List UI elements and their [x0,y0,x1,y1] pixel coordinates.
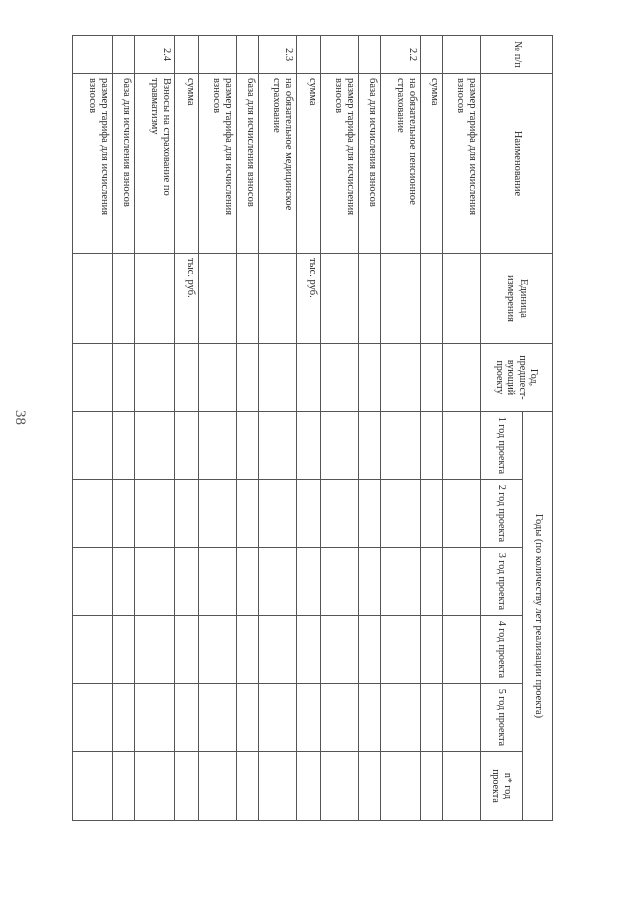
row-num [443,36,481,74]
row-unit [321,254,359,344]
empty-cell [297,684,321,752]
empty-cell [321,616,359,684]
row-name: размер тарифа для исчисления взносов [199,74,237,254]
row-num: 2.4 [135,36,175,74]
empty-cell [381,480,421,548]
row-unit [237,254,259,344]
empty-cell [135,480,175,548]
empty-cell [321,684,359,752]
row-num [321,36,359,74]
empty-cell [259,752,297,821]
header-year-1: 1 год проекта [481,412,523,480]
empty-cell [359,616,381,684]
empty-cell [421,412,443,480]
empty-cell [421,344,443,412]
empty-cell [421,752,443,821]
empty-cell [113,616,135,684]
empty-cell [135,684,175,752]
empty-cell [259,684,297,752]
row-num [199,36,237,74]
empty-cell [237,548,259,616]
empty-cell [381,412,421,480]
row-unit [113,254,135,344]
table-row [237,36,259,821]
empty-cell [175,412,199,480]
table-row [421,36,443,821]
header-name: Наименование [481,74,553,254]
table-row [199,36,237,821]
row-unit [443,254,481,344]
header-years-group: Годы (по количеству лет реализации проекта) [523,412,553,821]
empty-cell [421,548,443,616]
row-num [73,36,113,74]
row-unit [359,254,381,344]
empty-cell [381,684,421,752]
empty-cell [135,616,175,684]
header-year-2: 2 год проекта [481,480,523,548]
table-row [259,36,297,821]
row-num: 2.2 [381,36,421,74]
empty-cell [73,412,113,480]
row-name: база для исчисления взносов [113,74,135,254]
row-name: на обязательное медицинское страхование [259,74,297,254]
empty-cell [443,344,481,412]
row-num [297,36,321,74]
row-num [359,36,381,74]
page-number: 38 [12,410,28,425]
empty-cell [297,616,321,684]
empty-cell [113,412,135,480]
empty-cell [321,480,359,548]
empty-cell [259,548,297,616]
row-unit [421,254,443,344]
empty-cell [259,480,297,548]
empty-cell [237,752,259,821]
empty-cell [199,616,237,684]
row-unit [199,254,237,344]
header-unit: Единица измерения [481,254,553,344]
empty-cell [237,412,259,480]
empty-cell [321,752,359,821]
table-row [113,36,135,821]
empty-cell [297,344,321,412]
table-row [359,36,381,821]
empty-cell [199,480,237,548]
header-num: № п/п [481,36,553,74]
table-row [321,36,359,821]
table-row [73,36,113,821]
empty-cell [359,480,381,548]
empty-cell [359,752,381,821]
header-prev-year: Год, предшест-вующий проекту [481,344,553,412]
empty-cell [381,752,421,821]
table-row [297,36,321,821]
row-num [175,36,199,74]
row-name: сумма [175,74,199,254]
empty-cell [73,480,113,548]
row-unit [259,254,297,344]
empty-cell [113,684,135,752]
empty-cell [175,344,199,412]
empty-cell [113,480,135,548]
empty-cell [381,548,421,616]
row-unit [135,254,175,344]
empty-cell [297,480,321,548]
header-year-4: 4 год проекта [481,616,523,684]
row-name: размер тарифа для исчисления взносов [443,74,481,254]
empty-cell [237,344,259,412]
empty-cell [73,548,113,616]
row-name: база для исчисления взносов [237,74,259,254]
empty-cell [73,616,113,684]
empty-cell [113,752,135,821]
empty-cell [135,412,175,480]
empty-cell [421,616,443,684]
row-num [237,36,259,74]
empty-cell [443,412,481,480]
empty-cell [175,684,199,752]
empty-cell [443,684,481,752]
empty-cell [421,480,443,548]
header-year-n: n* год проекта [481,752,523,821]
row-unit: тыс. руб. [297,254,321,344]
empty-cell [359,684,381,752]
rotated-table-container [86,35,553,820]
row-unit: тыс. руб. [175,254,199,344]
row-name: на обязательное пенсионное страхование [381,74,421,254]
empty-cell [199,752,237,821]
empty-cell [443,616,481,684]
empty-cell [443,752,481,821]
empty-cell [199,412,237,480]
row-num: 2.3 [259,36,297,74]
table-row [381,36,421,821]
empty-cell [443,548,481,616]
empty-cell [421,684,443,752]
empty-cell [259,412,297,480]
empty-cell [73,344,113,412]
table-row [175,36,199,821]
empty-cell [259,344,297,412]
row-name: сумма [297,74,321,254]
empty-cell [381,616,421,684]
header-year-5: 5 год проекта [481,684,523,752]
empty-cell [321,548,359,616]
empty-cell [175,752,199,821]
empty-cell [135,548,175,616]
row-name: размер тарифа для исчисления взносов [321,74,359,254]
row-name: сумма [421,74,443,254]
empty-cell [359,548,381,616]
row-num [113,36,135,74]
empty-cell [135,752,175,821]
header-year-3: 3 год проекта [481,548,523,616]
empty-cell [199,344,237,412]
row-name: база для исчисления взносов [359,74,381,254]
row-name: Взносы на страхование по травматизму [135,74,175,254]
empty-cell [297,412,321,480]
empty-cell [443,480,481,548]
empty-cell [175,548,199,616]
row-name: размер тарифа для исчисления взносов [73,74,113,254]
empty-cell [175,616,199,684]
empty-cell [73,684,113,752]
row-unit [73,254,113,344]
data-table [72,35,553,821]
empty-cell [113,344,135,412]
row-num [421,36,443,74]
empty-cell [237,616,259,684]
empty-cell [199,684,237,752]
row-unit [381,254,421,344]
empty-cell [359,412,381,480]
empty-cell [359,344,381,412]
empty-cell [381,344,421,412]
empty-cell [259,616,297,684]
empty-cell [237,480,259,548]
table-row [135,36,175,821]
empty-cell [237,684,259,752]
empty-cell [297,548,321,616]
empty-cell [135,344,175,412]
empty-cell [175,480,199,548]
empty-cell [199,548,237,616]
empty-cell [73,752,113,821]
empty-cell [113,548,135,616]
empty-cell [321,412,359,480]
empty-cell [297,752,321,821]
empty-cell [321,344,359,412]
table-row [443,36,481,821]
